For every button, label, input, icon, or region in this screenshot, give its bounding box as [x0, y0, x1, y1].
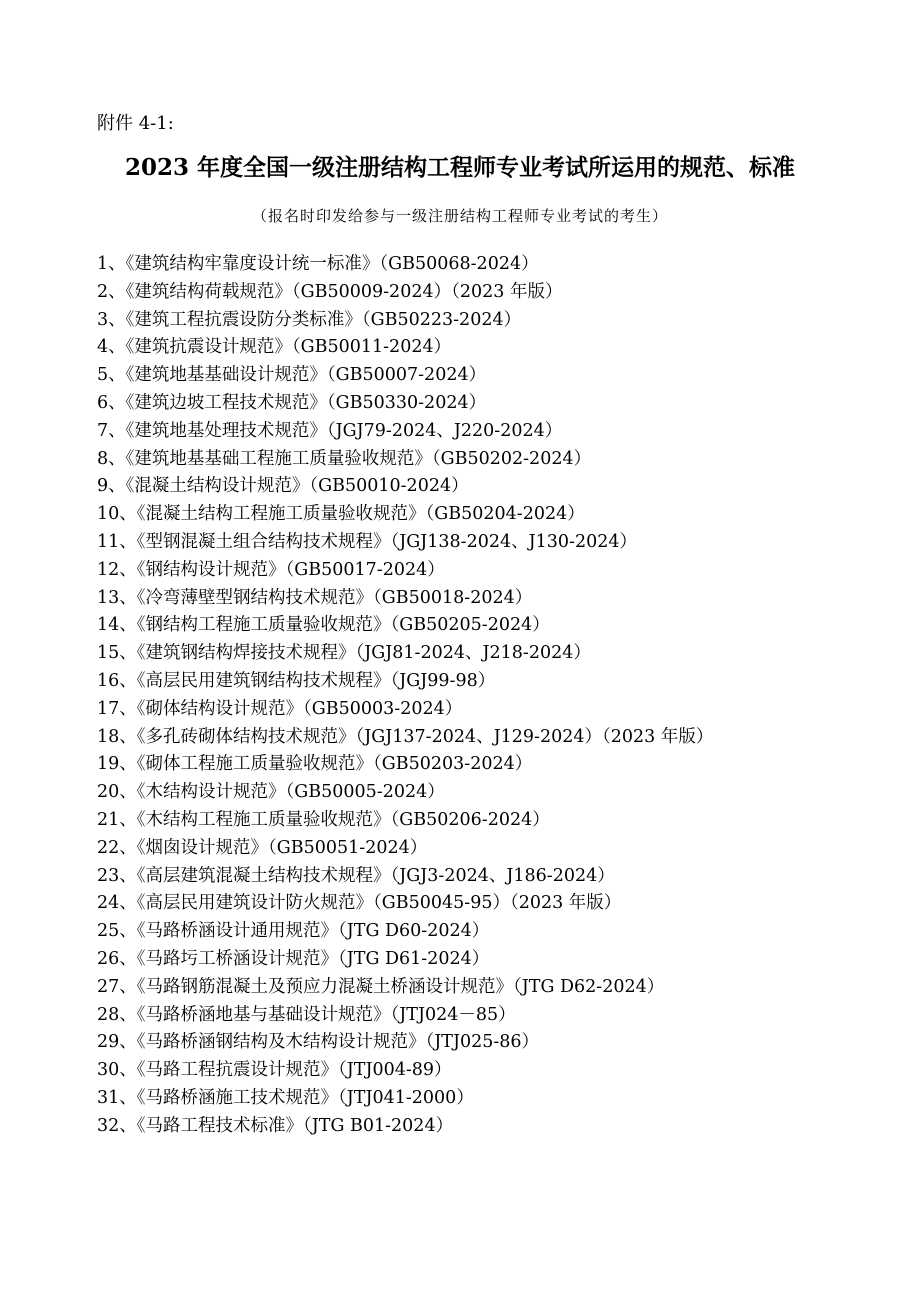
standard-item: 13、《冷弯薄壁型钢结构技术规范》（GB50018-2024）	[97, 587, 533, 608]
standard-item: 31、《马路桥涵施工技术规范》（JTJ041-2000）	[97, 1087, 474, 1108]
standard-item: 23、《高层建筑混凝土结构技术规程》（JGJ3-2024、J186-2024）	[97, 865, 615, 886]
standard-item: 15、《建筑钢结构焊接技术规程》（JGJ81-2024、J218-2024）	[97, 643, 591, 664]
standard-item: 14、《钢结构工程施工质量验收规范》（GB50205-2024）	[97, 615, 550, 636]
standard-item: 3、《建筑工程抗震设防分类标准》（GB50223-2024）	[97, 309, 522, 330]
standard-item: 7、《建筑地基处理技术规范》（JGJ79-2024、J220-2024）	[97, 420, 563, 441]
standard-item: 12、《钢结构设计规范》（GB50017-2024）	[97, 559, 445, 580]
standard-item: 22、《烟囱设计规范》（GB50051-2024）	[97, 837, 428, 858]
standard-item: 17、《砌体结构设计规范》（GB50003-2024）	[97, 698, 463, 719]
standards-list	[97, 251, 713, 1141]
standard-item: 8、《建筑地基基础工程施工质量验收规范》（GB50202-2024）	[97, 448, 592, 469]
standard-item: 9、《混凝土结构设计规范》（GB50010-2024）	[97, 476, 469, 497]
standard-item: 28、《马路桥涵地基与基础设计规范》（JTJ024－85）	[97, 1004, 516, 1025]
standard-item: 26、《马路圬工桥涵设计规范》（JTG D61-2024）	[97, 948, 490, 969]
standard-item: 25、《马路桥涵设计通用规范》（JTG D60-2024）	[97, 921, 490, 942]
standard-item: 21、《木结构工程施工质量验收规范》（GB50206-2024）	[97, 809, 550, 830]
page-subtitle: （报名时印发给参与一级注册结构工程师专业考试的考生）	[251, 207, 668, 225]
standard-item: 4、《建筑抗震设计规范》（GB50011-2024）	[97, 337, 452, 358]
standard-item: 6、《建筑边坡工程技术规范》（GB50330-2024）	[97, 392, 487, 413]
standard-item: 10、《混凝土结构工程施工质量验收规范》（GB50204-2024）	[97, 504, 585, 525]
standard-item: 30、《马路工程抗震设计规范》（JTJ004-89）	[97, 1060, 452, 1081]
standard-item: 24、《高层民用建筑设计防火规范》（GB50045-95）（2023 年版）	[97, 893, 622, 914]
standard-item: 11、《型钢混凝土组合结构技术规程》（JGJ138-2024、J130-2024）	[97, 531, 637, 552]
standard-item: 5、《建筑地基基础设计规范》（GB50007-2024）	[97, 365, 487, 386]
standard-item: 2、《建筑结构荷载规范》（GB50009-2024）（2023 年版）	[97, 281, 563, 302]
standard-item: 27、《马路钢筋混凝土及预应力混凝土桥涵设计规范》（JTG D62-2024）	[97, 976, 665, 997]
standard-item: 19、《砌体工程施工质量验收规范》（GB50203-2024）	[97, 754, 533, 775]
attachment-label: 附件 4-1:	[97, 113, 174, 134]
standard-item: 29、《马路桥涵钢结构及木结构设计规范》（JTJ025-86）	[97, 1032, 540, 1053]
standard-item: 32、《马路工程技术标准》（JTG B01-2024）	[97, 1115, 454, 1136]
page-title: 2023 年度全国一级注册结构工程师专业考试所运用的规范、标准	[124, 154, 796, 181]
standard-item: 20、《木结构设计规范》（GB50005-2024）	[97, 782, 445, 803]
standard-item: 16、《高层民用建筑钢结构技术规程》（JGJ99-98）	[97, 670, 496, 691]
standard-item: 18、《多孔砖砌体结构技术规范》（JGJ137-2024、J129-2024）（2023 年版）	[97, 726, 714, 747]
standard-item: 1、《建筑结构牢靠度设计统一标准》（GB50068-2024）	[97, 254, 539, 274]
